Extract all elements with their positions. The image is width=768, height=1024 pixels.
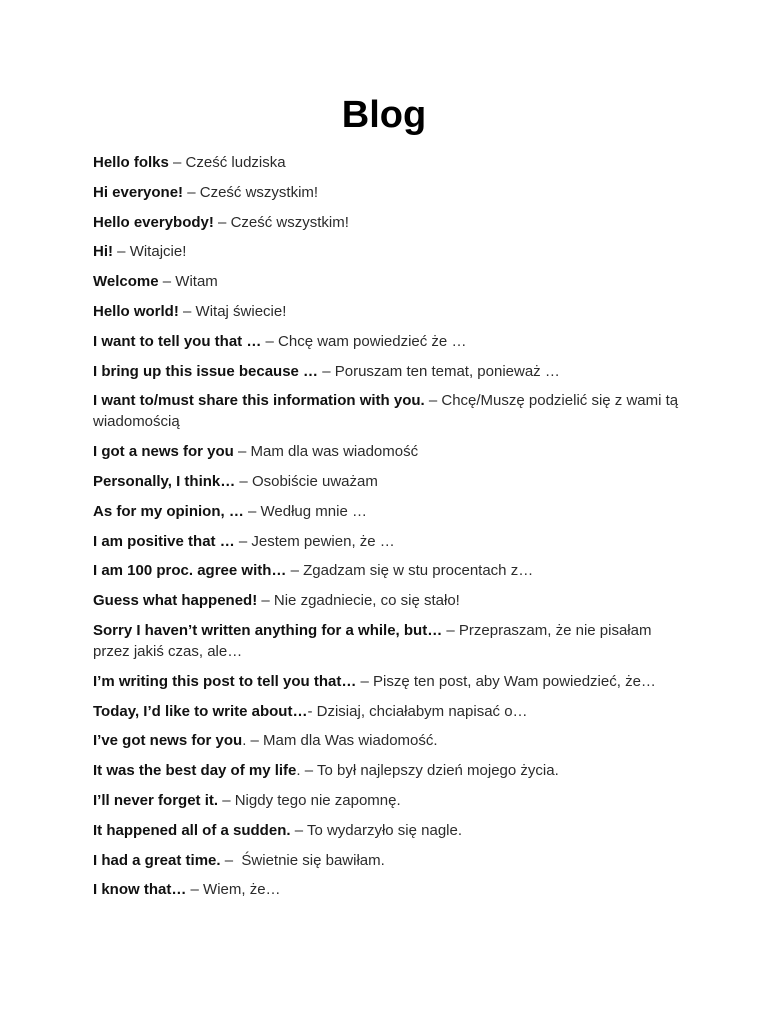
phrase-entry [93, 361, 683, 382]
phrase-entry [93, 331, 683, 352]
phrase-english: As for my opinion, … [93, 502, 244, 520]
phrase-english: It happened all of a sudden. [93, 821, 291, 839]
phrase-separator: – [218, 791, 235, 809]
phrase-english: Hello folks [93, 154, 169, 171]
phrase-english: It was the best day of my life [93, 762, 297, 780]
phrase-english: Welcome [93, 273, 159, 291]
phrase-polish: Chcę/Muszę podzielić się z wami tą wiadomością [93, 392, 679, 431]
phrase-english: I want to tell you that … [93, 332, 262, 350]
phrase-separator: – [243, 502, 261, 520]
phrase-separator: – [442, 621, 459, 639]
phrase-polish: Cześć wszystkim! [230, 213, 349, 231]
phrase-polish: Witam [175, 273, 218, 291]
phrase-entry [93, 212, 683, 233]
phrase-separator: . – [242, 732, 264, 750]
phrase-entry [93, 879, 683, 900]
phrase-entry [93, 760, 683, 781]
phrase-separator: – [234, 532, 252, 550]
phrase-english: I got a news for you [93, 443, 234, 461]
phrase-separator: – [257, 592, 274, 610]
phrase-separator: – [183, 183, 200, 201]
phrase-separator: – [233, 443, 251, 461]
phrase-entry [93, 701, 683, 722]
phrase-english: I bring up this issue because … [93, 362, 319, 380]
phrase-entry [93, 501, 683, 522]
phrase-english: I’ll never forget it. [93, 791, 219, 809]
phrase-entry [93, 441, 683, 462]
phrase-polish: Przepraszam, że nie pisałam przez jakiś czas, ale… [93, 621, 652, 660]
phrase-separator: – [235, 472, 252, 490]
phrase-list [93, 152, 683, 909]
phrase-english: I know that… [93, 881, 187, 899]
phrase-polish: Świetnie się bawiłam. [241, 851, 385, 869]
phrase-separator: - [307, 702, 317, 720]
phrase-polish: To był najlepszy dzień mojego życia. [316, 762, 559, 780]
phrase-english: Personally, I think… [93, 472, 236, 490]
phrase-polish: Osobiście uważam [251, 472, 378, 490]
phrase-polish: Jestem pewien, że … [251, 532, 395, 550]
phrase-entry [93, 790, 683, 811]
phrase-entry [93, 820, 683, 841]
phrase-english: Guess what happened! [93, 592, 258, 610]
phrase-english: I want to/must share this information with you. [93, 392, 425, 410]
phrase-polish: Cześć wszystkim! [199, 183, 319, 201]
phrase-polish: Witajcie! [129, 243, 187, 261]
phrase-polish: Chcę wam powiedzieć że … [278, 332, 467, 350]
phrase-polish: Zgadzam się w stu procentach z… [303, 562, 534, 580]
phrase-polish: Nie zgadniecie, co się stało! [273, 592, 460, 610]
phrase-separator: – [113, 243, 130, 261]
phrase-separator: . – [296, 762, 317, 780]
phrase-separator: – [424, 392, 442, 410]
phrase-english: Hi! [93, 243, 113, 261]
phrase-polish: Według mnie … [260, 502, 367, 520]
phrase-english: Hi everyone! [93, 183, 184, 201]
phrase-polish: Wiem, że… [203, 881, 281, 899]
phrase-entry [93, 590, 683, 611]
phrase-separator: – [286, 562, 304, 580]
phrase-separator: – [220, 851, 242, 869]
phrase-english: I had a great time. [93, 851, 221, 869]
phrase-polish: Cześć ludziska [185, 154, 286, 171]
phrase-separator: – [158, 273, 176, 291]
phrase-entry [93, 390, 683, 432]
phrase-separator: – [213, 213, 231, 231]
phrase-english: I am 100 proc. agree with… [93, 562, 287, 580]
phrase-entry [93, 271, 683, 292]
phrase-polish: Dzisiaj, chciałabym napisać o… [316, 702, 528, 720]
phrase-english: Hello world! [93, 302, 179, 320]
phrase-separator: – [261, 332, 279, 350]
phrase-english: Sorry I haven’t written anything for a while, but… [93, 621, 443, 639]
phrase-entry [93, 301, 683, 322]
phrase-polish: Nigdy tego nie zapomnę. [234, 791, 401, 809]
phrase-entry [93, 471, 683, 492]
phrase-entry [93, 560, 683, 581]
phrase-entry [93, 182, 683, 203]
phrase-entry [93, 531, 683, 552]
phrase-polish: To wydarzyło się nagle. [306, 821, 463, 839]
phrase-separator: – [318, 362, 335, 380]
phrase-separator: – [186, 881, 204, 899]
phrase-polish: Poruszam ten temat, ponieważ … [334, 362, 560, 380]
phrase-english: I’m writing this post to tell you that… [93, 672, 357, 690]
phrase-polish: Mam dla was wiadomość [250, 443, 419, 461]
phrase-entry [93, 620, 683, 662]
phrase-entry [93, 671, 683, 692]
phrase-english: Hello everybody! [93, 213, 214, 231]
phrase-entry [93, 152, 683, 173]
phrase-entry [93, 241, 683, 262]
phrase-entry [93, 850, 683, 871]
phrase-english: Today, I’d like to write about… [93, 702, 308, 720]
phrase-entry [93, 730, 683, 751]
phrase-polish: Witaj świecie! [195, 302, 287, 320]
phrase-polish: Mam dla Was wiadomość. [263, 732, 438, 750]
phrase-separator: – [168, 154, 186, 171]
phrase-separator: – [178, 302, 196, 320]
phrase-separator: – [290, 821, 307, 839]
phrase-separator: – [356, 672, 374, 690]
phrase-english: I am positive that … [93, 532, 235, 550]
phrase-english: I’ve got news for you [93, 732, 243, 750]
phrase-polish: Piszę ten post, aby Wam powiedzieć, że… [373, 672, 656, 690]
page-title: Blog [341, 94, 427, 136]
